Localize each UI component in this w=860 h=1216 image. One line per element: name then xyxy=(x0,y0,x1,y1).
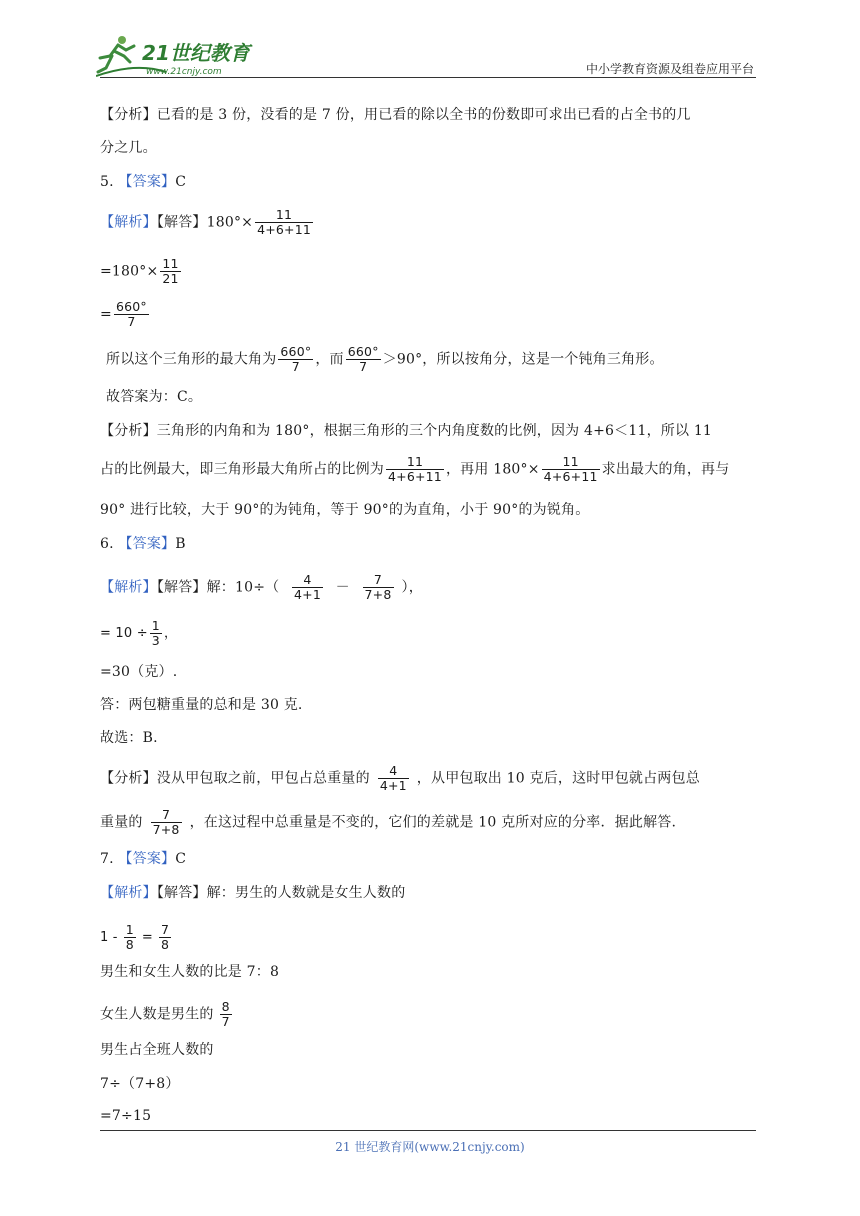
q5-analysis-line2: 占的比例最大，即三角形最大角所占的比例为 $\frac{11}{4+6+11}$ ，再用 180°× $\frac{11}{4+6+11}$ 求出最大的角，再与 xyxy=(100,454,730,484)
q6-analysis-line2: 重量的 $\frac{7}{7+8}$ ，在这过程中总重量是不变的，它们的差就是 10 克所对应的分率．据此解答. xyxy=(100,807,677,837)
q7-jiexi-tag: 【解析】 xyxy=(100,885,157,901)
fraction: $\frac{7}{7+8}$ xyxy=(152,807,180,837)
q6-solution-line3: =30（克）. xyxy=(100,664,178,680)
q6-solution-line2: = 10 ÷ $\frac{1}{3}$ ， xyxy=(100,618,178,648)
q6-solution-line1: 【解析】【解答】解：10÷（ $\frac{4}{4+1}$ － $\frac{7}{7+8}$ ）， xyxy=(100,572,423,602)
q7-answer-line xyxy=(100,849,186,869)
q5-answer: C xyxy=(175,174,187,190)
q5-number: 5. xyxy=(100,174,114,190)
page-header xyxy=(0,0,860,80)
fraction: $\frac{11}{21}$ xyxy=(162,256,179,286)
q7-number: 7. xyxy=(100,851,114,867)
fraction: $\frac{11}{4+6+11}$ xyxy=(388,454,442,484)
q6-jiexi-tag: 【解析】 xyxy=(100,579,157,596)
fraction: $\frac{8}{7}$ xyxy=(221,999,230,1029)
footer-text: 21 世纪教育网(www.21cnjy.com) xyxy=(335,1140,525,1154)
platform-name: 中小学教育资源及组卷应用平台 xyxy=(585,62,754,76)
logo-url: www.21cnjy.com xyxy=(146,67,222,77)
q5-conclusion: 所以这个三角形的最大角为 $\frac{660^\circ}{7}$ ，而 $\frac{660^\circ}{7}$ ＞90°，所以按角分，这是一个钝角三角形。 xyxy=(106,344,664,374)
q6-number: 6. xyxy=(100,536,114,552)
q7-answer-tag: 【答案】 xyxy=(118,851,176,867)
q5-eq3-prefix: = xyxy=(100,306,112,323)
fraction: $\frac{1}{8}$ xyxy=(125,922,134,952)
q5-eq2-prefix: =180°× xyxy=(100,263,159,280)
q7-female-share: 女生人数是男生的 $\frac{8}{7}$ xyxy=(100,999,230,1029)
q6-answer-statement: 答：两包糖重量的总和是 30 克. xyxy=(100,697,303,713)
fraction: $\frac{11}{4+6+11}$ xyxy=(257,207,312,237)
q5-answer-line xyxy=(100,172,186,192)
q7-solution-line1: 【解析】【解答】解：男生的人数就是女生人数的 xyxy=(100,885,406,901)
q6-answer-tag: 【答案】 xyxy=(118,536,176,552)
fraction: $\frac{660^\circ}{7}$ xyxy=(115,299,147,329)
q7-calc2: =7÷15 xyxy=(100,1108,152,1124)
fraction: $\frac{11}{4+6+11}$ xyxy=(543,454,598,484)
fraction: $\frac{7}{8}$ xyxy=(160,922,170,952)
fraction: $\frac{4}{4+1}$ xyxy=(379,763,407,793)
fraction: $\frac{4}{4+1}$ xyxy=(294,572,321,602)
q5-final: 故答案为：C。 xyxy=(106,389,203,405)
logo-text: 21世纪教育 xyxy=(142,41,250,65)
q4-analysis-line2: 分之几。 xyxy=(100,140,157,156)
fraction: $\frac{1}{3}$ xyxy=(151,618,160,648)
q5-answer-tag: 【答案】 xyxy=(118,174,176,190)
q5-solution-line3 xyxy=(100,300,151,329)
q5-eq1-prefix: 180°× xyxy=(206,214,254,231)
q5-analysis-line3: 90° 进行比较，大于 90°的为钝角，等于 90°的为直角，小于 90°的为锐角。 xyxy=(100,502,590,518)
fraction: $\frac{7}{7+8}$ xyxy=(364,572,392,602)
fraction: $\frac{660^\circ}{7}$ xyxy=(280,344,312,374)
q5-analysis-line1: 【分析】三角形的内角和为 180°，根据三角形的三个内角度数的比例，因为 4+6＜11，所以 11 xyxy=(100,423,713,439)
logo xyxy=(96,32,266,78)
q7-ratio: 男生和女生人数的比是 7：8 xyxy=(100,964,280,980)
logo-runner-icon xyxy=(96,32,266,78)
q7-calc1: 7÷（7+8） xyxy=(100,1076,180,1092)
footer-divider xyxy=(100,1130,756,1131)
q7-answer: C xyxy=(175,851,187,867)
q5-solution-line2 xyxy=(100,257,183,286)
q6-analysis-line1: 【分析】没从甲包取之前，甲包占总重量的 $\frac{4}{4+1}$ ，从甲包取出 10 克后，这时甲包就占两包总 xyxy=(100,763,700,793)
q4-analysis-line1: 【分析】已看的是 3 份，没看的是 7 份，用已看的除以全书的份数即可求出已看的占全书的几 xyxy=(100,107,691,123)
q5-jiexi-tag: 【解析】 xyxy=(100,214,157,231)
q6-choice: 故选：B. xyxy=(100,730,158,746)
q6-answer-line xyxy=(100,534,186,554)
fraction: $\frac{660^\circ}{7}$ xyxy=(347,344,379,374)
header-divider xyxy=(100,77,756,78)
q7-male-share: 男生占全班人数的 xyxy=(100,1042,214,1058)
q6-answer: B xyxy=(175,536,186,552)
q5-solution-line1 xyxy=(100,208,315,237)
q5-jieda-tag: 【解答】 xyxy=(156,214,207,231)
q7-equation: 1 - $\frac{1}{8}$ = $\frac{7}{8}$ xyxy=(100,922,170,952)
